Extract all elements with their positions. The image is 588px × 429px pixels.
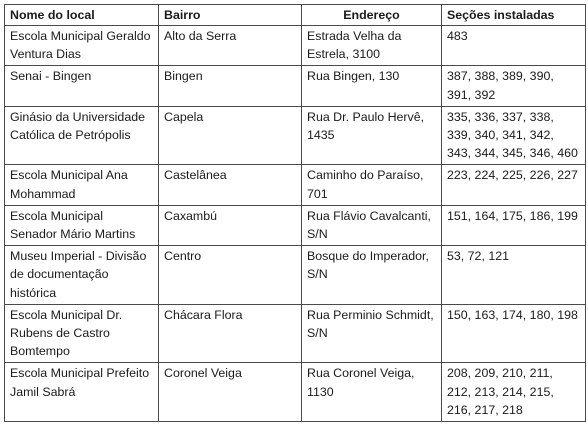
cell-secoes: 387, 388, 389, 390, 391, 392 (442, 66, 586, 106)
cell-bairro: Alto da Serra (159, 26, 302, 66)
cell-bairro: Chácara Flora (159, 304, 302, 363)
header-nome-do-local: Nome do local (5, 5, 159, 26)
cell-secoes: 208, 209, 210, 211, 212, 213, 214, 215, 216, 217, 218 (442, 363, 586, 422)
header-secoes-instaladas: Seções instaladas (442, 5, 586, 26)
cell-bairro: Bingen (159, 66, 302, 106)
cell-nome-do-local: Escola Municipal Geraldo Ventura Dias (5, 26, 159, 66)
cell-nome-do-local: Escola Municipal Senador Mário Martins (5, 205, 159, 245)
cell-bairro: Centro (159, 246, 302, 305)
cell-endereco: Rua Dr. Paulo Hervê, 1435 (302, 106, 442, 165)
cell-endereco: Rua Perminio Schmidt, S/N (302, 304, 442, 363)
cell-endereco: Bosque do Imperador, S/N (302, 246, 442, 305)
cell-bairro: Capela (159, 106, 302, 165)
cell-nome-do-local: Ginásio da Universidade Católica de Petrópolis (5, 106, 159, 165)
cell-endereco: Estrada Velha da Estrela, 3100 (302, 26, 442, 66)
header-row (5, 5, 586, 26)
cell-endereco: Rua Coronel Veiga, 1130 (302, 363, 442, 422)
table-row (5, 26, 586, 66)
table-row (5, 246, 586, 305)
cell-nome-do-local: Escola Municipal Dr. Rubens de Castro Bomtempo (5, 304, 159, 363)
table-row (5, 66, 586, 106)
header-bairro: Bairro (159, 5, 302, 26)
cell-endereco: Rua Flávio Cavalcanti, S/N (302, 205, 442, 245)
cell-secoes: 151, 164, 175, 186, 199 (442, 205, 586, 245)
table-row (5, 205, 586, 245)
table-row (5, 363, 586, 422)
cell-nome-do-local: Escola Municipal Prefeito Jamil Sabrá (5, 363, 159, 422)
cell-endereco: Rua Bingen, 130 (302, 66, 442, 106)
cell-bairro: Coronel Veiga (159, 363, 302, 422)
table-row (5, 106, 586, 165)
cell-nome-do-local: Senai - Bingen (5, 66, 159, 106)
table-row (5, 165, 586, 205)
cell-bairro: Castelânea (159, 165, 302, 205)
cell-nome-do-local: Escola Municipal Ana Mohammad (5, 165, 159, 205)
cell-secoes: 150, 163, 174, 180, 198 (442, 304, 586, 363)
cell-endereco: Caminho do Paraíso, 701 (302, 165, 442, 205)
cell-secoes: 53, 72, 121 (442, 246, 586, 305)
cell-nome-do-local: Museu Imperial - Divisão de documentação histórica (5, 246, 159, 305)
header-endereco: Endereço (302, 5, 442, 26)
cell-secoes: 223, 224, 225, 226, 227 (442, 165, 586, 205)
polling-locations-table (4, 4, 586, 422)
cell-secoes: 483 (442, 26, 586, 66)
table-row (5, 304, 586, 363)
cell-secoes: 335, 336, 337, 338, 339, 340, 341, 342, 343, 344, 345, 346, 460 (442, 106, 586, 165)
cell-bairro: Caxambú (159, 205, 302, 245)
